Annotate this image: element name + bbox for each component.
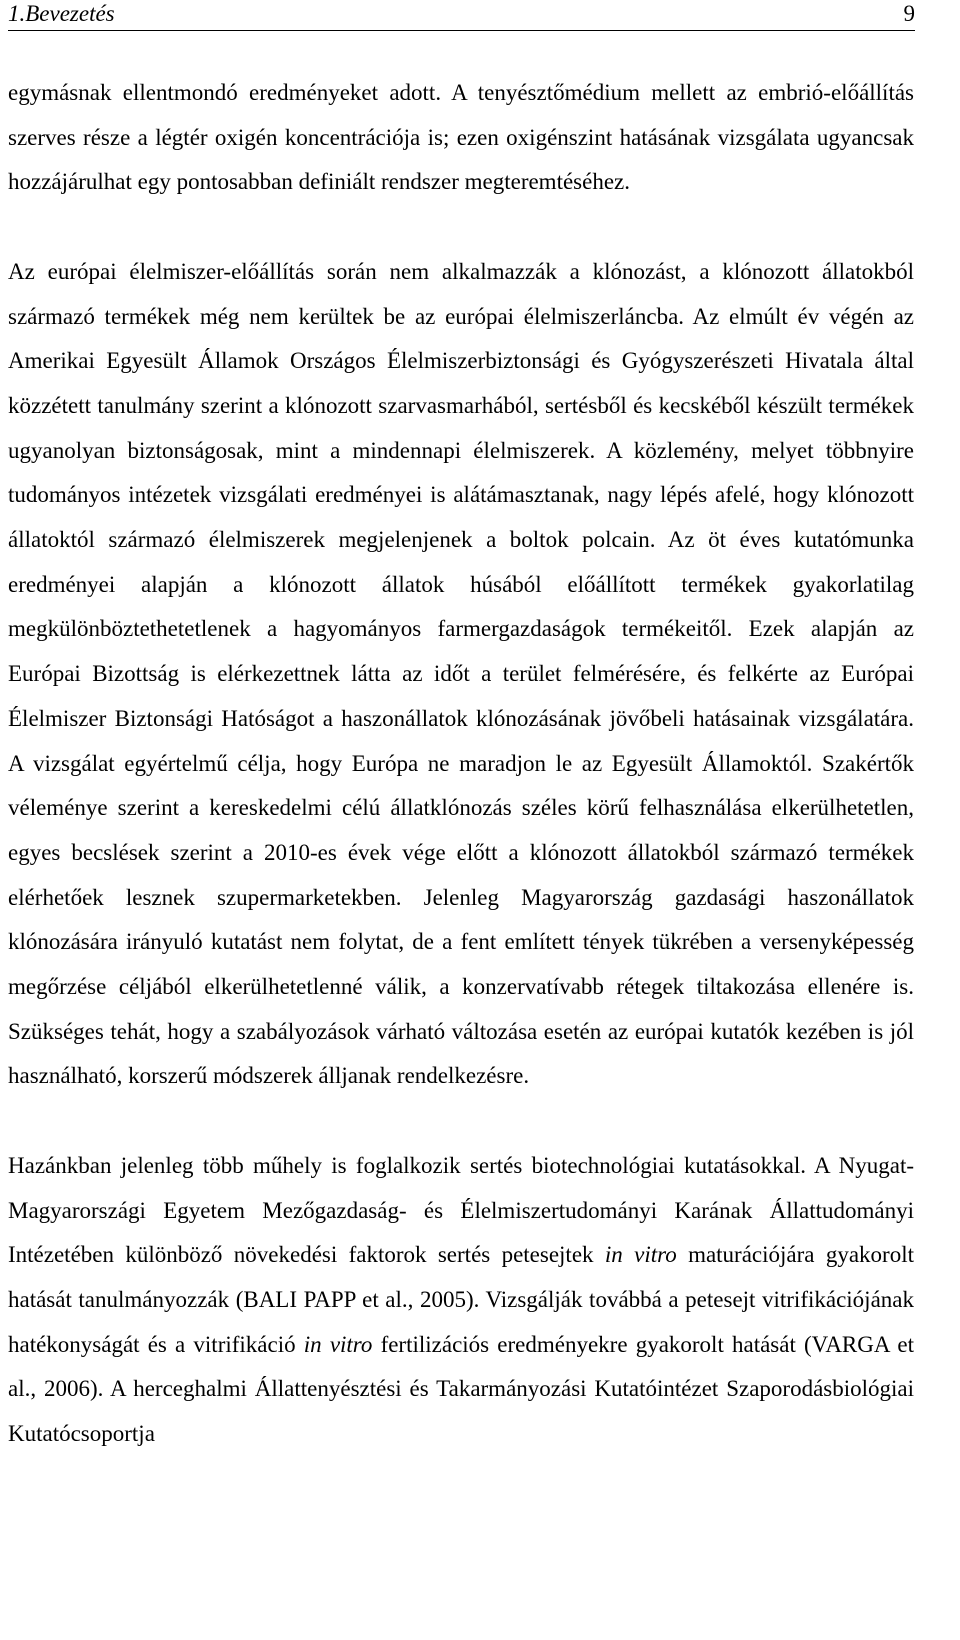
paragraph-oxygen: egymásnak ellentmondó eredményeket adott. A tenyésztőmédium mellett az embrió-előállítás szerves része a légtér oxigén koncentrációja is; ezen oxigénszint hatásának vizsgálata ugyancsak hozzájárulhat egy pontosabban definiált rendszer megteremtéséhez. [8, 80, 914, 195]
paragraph-research-text-2: maturációjára gyakorolt hatását tanulmányozzák (BALI PAPP et al., 2005). Vizsgálják továbbá a petesejt vitrifikációjának hatékonyságát és a vitrifikáció [8, 1242, 914, 1357]
paragraph-research [8, 1144, 914, 1457]
in-vitro-term-1: in vitro [604, 1242, 677, 1268]
paragraph-cloning: Az európai élelmiszer-előállítás során nem alkalmazzák a klónozást, a klónozott állatokból származó termékek még nem kerültek be az európai élelmiszerláncba. Az elmúlt év végén az Amerikai Egyesült Államok Országos Élelmiszerbiztonsági és Gyógyszerészeti Hivatala által közzétett tanulmány szerint a klónozott szarvasmarhából, sertésből és kecskéből készült termékek ugyanolyan biztonságosak, mint a mindennapi élelmiszerek. A közlemény, melyet többnyire tudományos intézetek vizsgálati eredményei is alátámasztanak, nagy lépés afelé, hogy klónozott állatoktól származó élelmiszerek megjelenjenek a boltok polcain. Az öt éves kutatómunka eredményei alapján a klónozott állatok húsából előállított termékek gyakorlatilag megkülönböztethetetlenek a hagyományos farmergazdaságok termékeitől. Ezek alapján az Európai Bizottság is elérkezettnek látta az időt a terület felmérésére, és felkérte az Európai Élelmiszer Biztonsági Hatóságot a haszonállatok klónozásának jövőbeli hatásainak vizsgálatára. A vizsgálat egyértelmű célja, hogy Európa ne maradjon le az Egyesült Államoktól. Szakértők véleménye szerint a kereskedelmi célú állatklónozás széles körű felhasználása elkerülhetetlen, egyes becslések szerint a 2010-es évek vége előtt a klónozott állatokból származó termékek elérhetőek lesznek szupermarketekben. Jelenleg Magyarország gazdasági haszonállatok klónozására irányuló kutatást nem folytat, de a fent említett tények tükrében a versenyképesség megőrzése céljából elkerülhetetlenné válik, a konzervatívabb rétegek tiltakozása ellenére is. Szükséges tehát, hogy a szabályozások várható változása esetén az európai kutatók kezében is jól használható, korszerű módszerek álljanak rendelkezésre. [8, 258, 914, 1089]
paragraph-research-text-1: Hazánkban jelenleg több műhely is foglalkozik sertés biotechnológiai kutatásokkal. A Nyugat-Magyarországi Egyetem Mezőgazdaság- és Élelmiszertudományi Karának Állattudományi Intézetében különböző növekedési faktorok sertés petesejtek [8, 1152, 914, 1268]
body-text [8, 71, 914, 1457]
chapter-title: 1.Bevezetés [8, 1, 115, 26]
paragraph-research-text-3: fertilizációs eredményekre gyakorolt hatását (VARGA et al., 2006). A herceghalmi Állattenyésztési és Takarmányozási Kutatóintézet Szaporodásbiológiai Kutatócsoportja [8, 1331, 914, 1447]
running-header [8, 0, 915, 31]
in-vitro-term-2: in vitro [303, 1331, 373, 1357]
page-number: 9 [903, 1, 915, 26]
